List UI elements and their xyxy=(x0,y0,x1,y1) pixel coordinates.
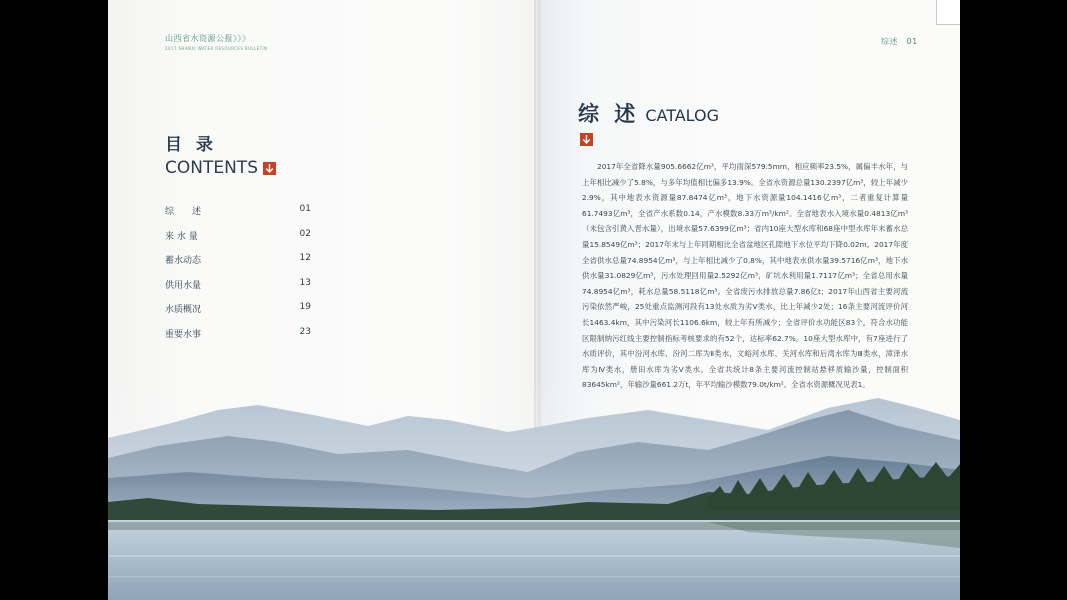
toc-item-label: 蓄水动态 xyxy=(165,256,202,266)
toc-item-label: 水质概况 xyxy=(165,305,202,315)
toc-item-label: 供用水量 xyxy=(165,280,202,291)
section-arrow-box xyxy=(580,131,593,150)
toc-item[interactable] xyxy=(165,302,311,327)
page-corner xyxy=(936,0,960,25)
lake-mountain-photo xyxy=(108,380,960,600)
toc-list xyxy=(165,204,311,351)
arrow-down-icon xyxy=(580,133,593,146)
book-spread xyxy=(108,0,960,600)
bulletin-name-en: 2017 SHANXI WATER RESOURCES BULLETIN xyxy=(165,46,268,51)
toc-item-page: 01 xyxy=(299,204,311,214)
toc-item[interactable] xyxy=(165,204,311,229)
toc-item[interactable] xyxy=(165,277,311,303)
toc-item-label: 综 述 xyxy=(165,207,202,217)
toc-title-en-row xyxy=(165,158,276,178)
toc-item-page: 02 xyxy=(299,228,311,239)
toc-item[interactable] xyxy=(165,253,311,278)
summary-paragraph: 2017年全省降水量905.6662亿m³，平均雨深579.5mm，相应频率23.5%，属偏丰水年，与上年相比减少了5.8%，与多年均值相比偏多13.9%。全省水资源总量130.2397亿m³，较上年减少2.9%，其中地表水资源量87.8474亿m³，地下水资源量104.1416亿m³，二者重复计算量61.7493亿m³，全省产水系数0.14，产水模数8.33万m³/km²。全省地表水入境水量0.4813亿m³（未包含引黄入晋水量），出境水量57.6399亿m³；省内10座大型水库和68座中型水库年末蓄水总量15.8549亿m³；2017年末与上年同期相比全省盆地区孔隙地下水位平均下降0.02m。2017年度全省供水总量74.8954亿m³，与上年相比减少了0.8%，其中地表水供水量39.5716亿m³，地下水供水量31.0829亿m³，污水处理回用量2.5292亿m³，矿坑水利用量1.7117亿m³；全省总用水量74.8954亿m³，耗水总量58.5118亿m³。全省废污水排放总量7.86亿t；2017年山西省主要河流污染依然严峻，25处重点监测河段有13处水质为劣Ⅴ类水，比上年减少2处；16条主要河流评价河长1463.4km，其中污染河长1106.6km，较上年有所减少；全省评价水功能区83个，符合水功能区限制纳污红线主要控制指标考核要求的有52个，达标率62.7%。10座大型水库中，有7座进行了水质评价，其中汾河水库、汾河二库为Ⅱ类水，文峪河水库、关河水库和后湾水库为Ⅲ类水，漳泽水库为Ⅳ类水，册田水库为劣Ⅴ类水。全省共统计8条主要河流控制站悬移质输沙量，控制面积 xyxy=(582,162,908,374)
toc-title-cn: 目 录 xyxy=(165,135,217,155)
section-title-cn: 综 述 xyxy=(578,102,640,126)
toc-item-page: 13 xyxy=(299,277,311,288)
arrow-down-icon xyxy=(263,162,276,175)
running-header-left xyxy=(165,33,267,51)
toc-item-page: 23 xyxy=(299,326,311,337)
toc-heading xyxy=(165,130,276,178)
toc-title-en: CONTENTS xyxy=(165,158,258,178)
toc-item-page: 12 xyxy=(299,253,311,263)
bulletin-name-cn: 山西省水资源公报》》》 xyxy=(165,34,251,43)
running-header-right: 综述 01 xyxy=(881,37,918,46)
toc-item-label: 重要水事 xyxy=(165,329,202,340)
toc-item[interactable] xyxy=(165,326,311,352)
toc-item[interactable] xyxy=(165,228,311,254)
toc-item-page: 19 xyxy=(299,302,311,312)
toc-item-label: 来 水 量 xyxy=(165,231,198,242)
section-title-en: CATALOG xyxy=(645,106,719,125)
section-heading xyxy=(578,98,719,128)
